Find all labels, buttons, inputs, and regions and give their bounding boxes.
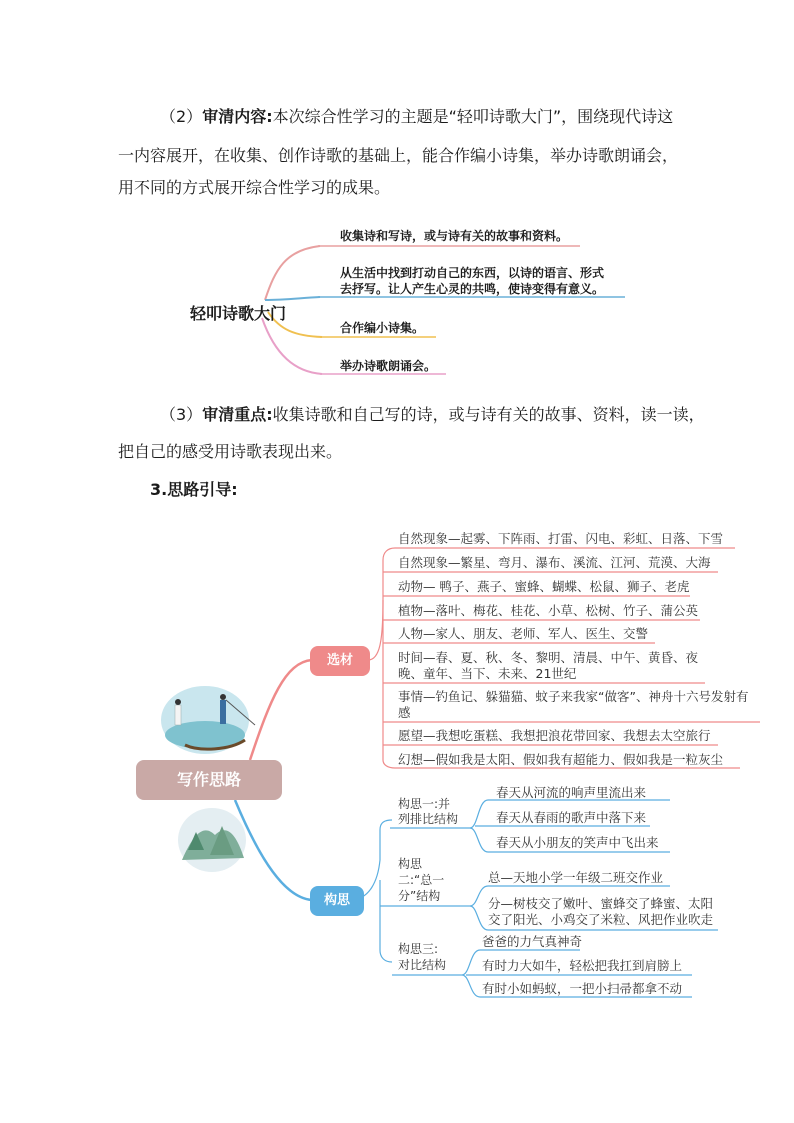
section2-line3: 用不同的方式展开综合性学习的成果。 bbox=[118, 178, 391, 197]
xuancai-item4: 植物—落叶、梅花、桂花、小草、松树、竹子、蒲公英 bbox=[398, 603, 699, 618]
gousi3-label-a: 构思三: bbox=[398, 942, 439, 956]
xuancai-item7b: 感 bbox=[398, 705, 411, 720]
section2-line2: 一内容展开，在收集、创作诗歌的基础上，能合作编小诗集，举办诗歌朗诵会， bbox=[118, 146, 679, 165]
xuancai-item8: 愿望—我想吃蛋糕、我想把浪花带回家、我想去太空旅行 bbox=[398, 728, 711, 743]
section3-line1: （3）审清重点:收集诗歌和自己写的诗，或与诗有关的故事、资料，读一读， bbox=[160, 405, 705, 424]
gousi1-label-b: 列排比结构 bbox=[398, 812, 459, 826]
branch-xuancai: 选材 bbox=[310, 646, 370, 676]
gousi1-item1: 春天从河流的响声里流出来 bbox=[496, 785, 647, 800]
gousi2-item2a: 分—树枝交了嫩叶、蜜蜂交了蜂蜜、太阳 bbox=[488, 896, 714, 911]
gousi3-item2: 有时力大如牛，轻松把我扛到肩膀上 bbox=[482, 958, 683, 973]
section2-line1: （2）审清内容:本次综合性学习的主题是“轻叩诗歌大门”，围绕现代诗这 bbox=[160, 107, 674, 126]
mindmap1-item2a: 从生活中找到打动自己的东西，以诗的语言、形式 bbox=[340, 266, 605, 280]
xuancai-item5: 人物—家人、朋友、老师、军人、医生、交警 bbox=[398, 626, 649, 641]
mindmap1-item2b: 去抒写。让人产生心灵的共鸣，使诗变得有意义。 bbox=[340, 282, 605, 296]
xuancai-item9: 幻想—假如我是太阳、假如我有超能力、假如我是一粒灰尘 bbox=[398, 752, 724, 767]
mindmap2-root: 写作思路 bbox=[136, 760, 282, 800]
branch-gousi: 构思 bbox=[310, 886, 364, 916]
section2-label: 审清内容: bbox=[202, 107, 273, 126]
xuancai-item7a: 事情—钓鱼记、躲猫猫、蚊子来我家“做客”、神舟十六号发射有 bbox=[398, 689, 749, 704]
section3-line2: 把自己的感受用诗歌表现出来。 bbox=[118, 442, 343, 461]
section3-label: 审清重点: bbox=[202, 405, 273, 424]
gousi3-item1: 爸爸的力气真神奇 bbox=[482, 934, 583, 949]
gousi1-item2: 春天从春雨的歌声中落下来 bbox=[496, 810, 647, 825]
gousi3-item3: 有时小如蚂蚁，一把小扫帚都拿不动 bbox=[482, 981, 683, 996]
gousi2-item1: 总—天地小学一年级二班交作业 bbox=[488, 870, 664, 885]
gousi2-item2b: 交了阳光、小鸡交了米粒、风把作业吹走 bbox=[488, 912, 714, 927]
xuancai-item1: 自然现象—起雾、下阵雨、打雷、闪电、彩虹、日落、下雪 bbox=[398, 531, 724, 546]
mindmap1-item3: 合作编小诗集。 bbox=[340, 321, 425, 335]
gousi2-label-b: 二:“总一 bbox=[398, 873, 445, 887]
section4-heading: 3.思路引导: bbox=[150, 480, 238, 499]
gousi1-label-a: 构思一:并 bbox=[398, 797, 451, 811]
xuancai-item6b: 晚、童年、当下、未来、21世纪 bbox=[398, 666, 577, 681]
xuancai-item2: 自然现象—繁星、弯月、瀑布、溪流、江河、荒漠、大海 bbox=[398, 555, 711, 570]
mindmap1-root: 轻叩诗歌大门 bbox=[190, 304, 287, 323]
mindmap1-item1: 收集诗和写诗，或与诗有关的故事和资料。 bbox=[340, 229, 569, 243]
gousi2-label-a: 构思 bbox=[398, 857, 423, 871]
xuancai-item6a: 时间—春、夏、秋、冬、黎明、清晨、中午、黄昏、夜 bbox=[398, 650, 699, 665]
gousi1-item3: 春天从小朋友的笑声中飞出来 bbox=[496, 835, 659, 850]
mindmap1-item4: 举办诗歌朗诵会。 bbox=[340, 359, 437, 373]
gousi3-label-b: 对比结构 bbox=[398, 958, 447, 972]
gousi2-label-c: 分”结构 bbox=[398, 889, 441, 903]
xuancai-item3: 动物— 鸭子、燕子、蜜蜂、蝴蝶、松鼠、狮子、老虎 bbox=[398, 579, 690, 594]
